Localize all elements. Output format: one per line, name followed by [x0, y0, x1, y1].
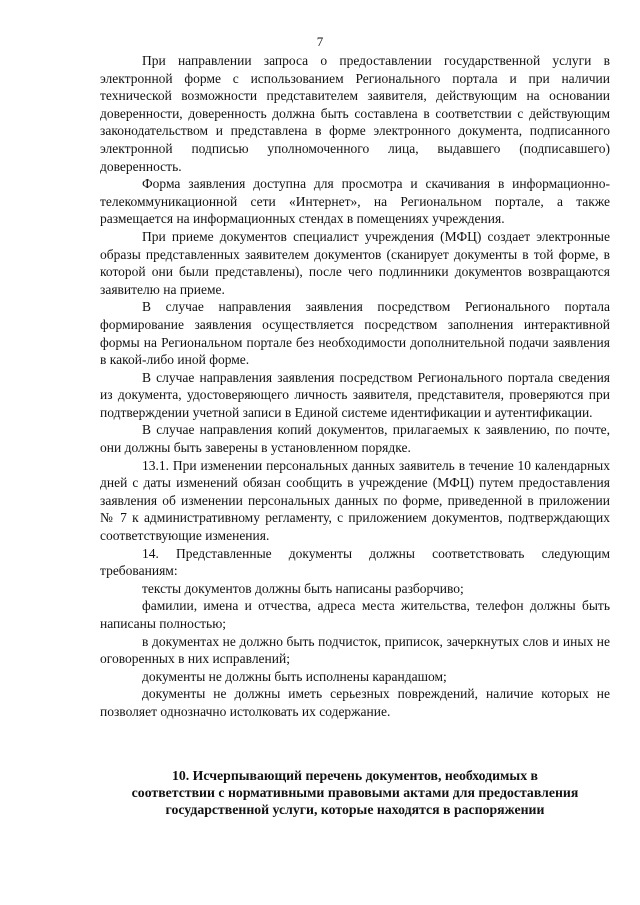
section-heading — [100, 767, 610, 818]
paragraph-identity-verification: В случае направления заявления посредством Регионального портала сведения из документа, удостоверяющего личность заявителя, представителя, проверяются при подтверждении учетной записи в Единой системе идентификации и аутентификации. — [100, 369, 610, 420]
requirement-item-legible: тексты документов должны быть написаны разборчиво; — [142, 580, 464, 596]
requirement-item-no-pencil: документы не должны быть исполнены карандашом; — [142, 668, 447, 684]
requirement-item-full-names: фамилии, имена и отчества, адреса места жительства, телефон должны быть написаны полностью; — [100, 598, 610, 631]
requirement-item-no-damage: документы не должны иметь серьезных повреждений, наличие которых не позволяет однозначно истолковать их содержание. — [100, 686, 610, 719]
paragraph-postal-copies: В случае направления копий документов, прилагаемых к заявлению, по почте, они должны быть заверены в установленном порядке. — [100, 422, 610, 456]
paragraph-form-availability: Форма заявления доступна для просмотра и скачивания в информационно-телекоммуникационной сети «Интернет», на Региональном портале, а также размещается на информационных стендах в помещениях учреждения. — [100, 176, 610, 227]
section-heading-line-1: 10. Исчерпывающий перечень документов, необходимых в — [171, 768, 539, 783]
paragraph-representative-request: При направлении запроса о предоставлении государственной услуги в электронной форме с использованием Регионального портала и при наличии технической возможности представителем заявителя, действующим на основании доверенности, доверенность должна быть составлена в соответствии с действующим законодательством и представлена в форме электронного документа, подписанного электронной подписью уполномоченного лица, выдавшего (подписавшего) доверенность. — [100, 53, 610, 174]
paragraph-document-scanning: При приеме документов специалист учреждения (МФЦ) создает электронные образы представленных заявителем документов (сканирует документы в той форме, в которой они были представлены), после чего подлинники документов возвращаются заявителю на приеме. — [100, 228, 610, 297]
section-heading-line-2: соответствии с нормативными правовыми актами для предоставления — [131, 785, 579, 800]
paragraph-document-requirements: 14. Представленные документы должны соответствовать следующим требованиям: — [100, 545, 610, 579]
paragraph-personal-data-change: 13.1. При изменении персональных данных заявитель в течение 10 календарных дней с даты изменений обязан сообщить в учреждение (МФЦ) путем предоставления заявления об изменении персональных данных по форме, приведенной в приложении № 7 к административному регламенту, с приложением документов, подтверждающих соответствующие изменения. — [100, 457, 610, 544]
requirement-item-no-corrections: в документах не должно быть подчисток, приписок, зачеркнутых слов и иных не оговоренных в них исправлений; — [100, 633, 610, 667]
paragraph-portal-interactive-form: В случае направления заявления посредством Регионального портала формирование заявления осуществляется посредством заполнения интерактивной формы на Региональном портале без необходимости дополнительной подачи заявления в какой-либо иной форме. — [100, 299, 610, 368]
section-heading-line-3: государственной услуги, которые находятся в распоряжении — [165, 802, 545, 817]
page-number: 7 — [316, 34, 324, 49]
body-text — [100, 52, 610, 721]
